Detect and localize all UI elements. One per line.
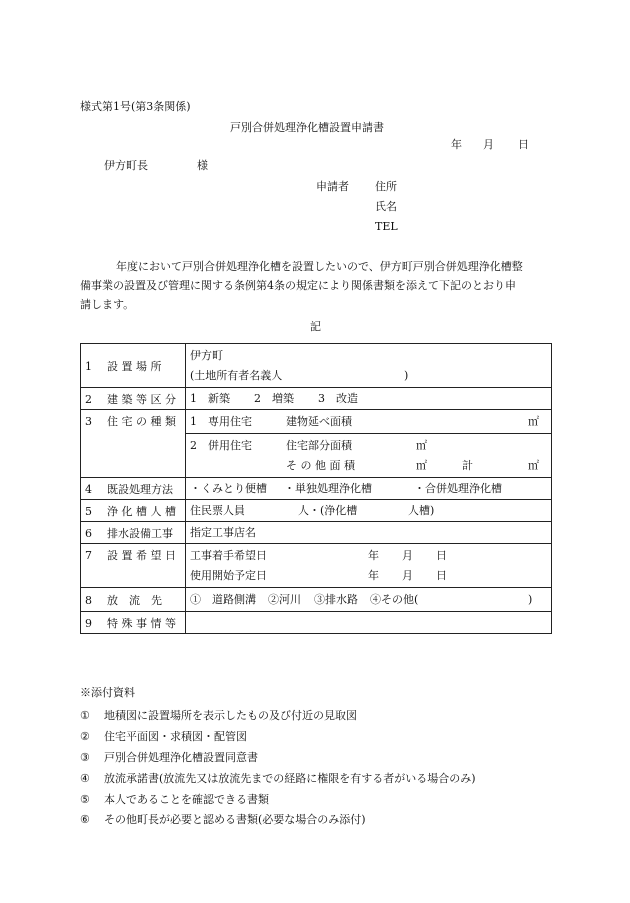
value-special-circumstances	[186, 612, 552, 634]
row-discharge-destination	[81, 588, 552, 612]
row-existing-treatment	[81, 478, 552, 500]
row-installation-site	[81, 344, 552, 388]
option-road-gutter: ① 道路側溝	[190, 592, 256, 606]
total-label: 計	[462, 458, 473, 472]
sqm-unit: ㎡	[416, 438, 427, 452]
option-new: 1 新築	[190, 391, 230, 405]
value-existing-treatment	[186, 478, 552, 500]
option-river: ②河川	[268, 592, 301, 606]
applicant-name-label: 氏名	[375, 200, 397, 213]
construction-start-label: 工事着手希望日	[190, 548, 267, 562]
option-other: ④その他(	[370, 592, 419, 606]
other-area-label: そ の 他 面 積	[286, 458, 355, 472]
label-house-type: 3 住 宅 の 種 類	[81, 410, 186, 478]
application-table	[80, 343, 552, 634]
residential-area-label: 住宅部分面積	[286, 438, 352, 452]
attachment-item: ③ 戸別合併処理浄化槽設置同意書	[80, 751, 258, 764]
label-discharge-destination: 8 放 流 先	[81, 588, 186, 612]
row-desired-dates	[81, 544, 552, 588]
sqm-unit: ㎡	[528, 414, 539, 428]
landowner-close: )	[404, 368, 409, 382]
day-label: 日	[436, 568, 447, 582]
attachment-item: ⑥ その他町長が必要と認める書類(必要な場合のみ添付)	[80, 813, 366, 826]
value-drainage-work	[186, 522, 552, 544]
month-label: 月	[402, 548, 413, 562]
attachment-item: ② 住宅平面図・求積図・配管図	[80, 730, 247, 743]
option-single-tank: ・単独処理浄化槽	[284, 481, 372, 495]
body-text-line1: 年度において戸別合併処理浄化槽を設置したいので、伊方町戸別合併処理浄化槽整	[116, 260, 523, 273]
registered-residents-label: 住民票人員	[190, 503, 245, 517]
form-number: 様式第1号(第3条関係)	[80, 100, 191, 113]
row-drainage-work	[81, 522, 552, 544]
attachment-item: ④ 放流承諾書(放流先又は放流先までの経路に権限を有する者がいる場合のみ)	[80, 772, 476, 785]
body-text-line2: 備事業の設置及び管理に関する条例第4条の規定により関係書類を添えて下記のとおり申	[80, 279, 516, 292]
row-special-circumstances	[81, 612, 552, 634]
label-special-circumstances: 9 特 殊 事 情 等	[81, 612, 186, 634]
house-mixed: 2 併用住宅	[190, 438, 252, 452]
site-town: 伊方町	[190, 348, 223, 362]
year-label: 年	[368, 548, 379, 562]
total-floor-area-label: 建物延べ面積	[286, 414, 352, 428]
label-desired-dates: 7 設 置 希 望 日	[81, 544, 186, 588]
label-existing-treatment: 4 既設処理方法	[81, 478, 186, 500]
label-installation-site: 1 設 置 場 所	[81, 344, 186, 388]
applicant-address-label: 住所	[375, 180, 397, 193]
attachments-heading: ※添付資料	[80, 686, 135, 699]
option-renovation: 3 改造	[318, 391, 358, 405]
body-text-line3: 請します。	[80, 298, 135, 311]
option-extension: 2 増築	[254, 391, 294, 405]
label-tank-capacity: 5 浄 化 槽 人 槽	[81, 500, 186, 522]
option-drainage: ③排水路	[314, 592, 358, 606]
value-desired-dates	[186, 544, 552, 588]
attachment-item: ⑤ 本人であることを確認できる書類	[80, 793, 269, 806]
day-label: 日	[436, 548, 447, 562]
applicant-tel-label: TEL	[375, 220, 398, 233]
label-construction-type: 2 建 築 等 区 分	[81, 388, 186, 410]
row-tank-capacity	[81, 500, 552, 522]
date-day-label: 日	[518, 138, 529, 151]
sqm-unit: ㎡	[416, 458, 427, 472]
value-tank-capacity	[186, 500, 552, 522]
row-construction-type	[81, 388, 552, 410]
label-drainage-work: 6 排水設備工事	[81, 522, 186, 544]
year-label: 年	[368, 568, 379, 582]
value-installation-site	[186, 344, 552, 388]
landowner-open: (土地所有者名義人	[190, 368, 283, 382]
other-close: )	[528, 592, 533, 606]
sqm-unit: ㎡	[528, 458, 539, 472]
attachment-item: ① 地積図に設置場所を表示したもの及び付近の見取図	[80, 709, 357, 722]
persons-tank-label: 人・(浄化槽	[298, 503, 358, 517]
value-house-type-mixed	[186, 434, 552, 478]
date-month-label: 月	[483, 138, 494, 151]
value-house-type-dedicated	[186, 410, 552, 434]
value-discharge-destination	[186, 588, 552, 612]
row-house-type-a	[81, 410, 552, 434]
option-pit-toilet: ・くみとり便槽	[190, 481, 267, 495]
addressee-honorific: 様	[197, 159, 208, 172]
document-title: 戸別合併処理浄化槽設置申請書	[230, 121, 384, 134]
value-construction-type	[186, 388, 552, 410]
ki-heading: 記	[310, 320, 321, 333]
house-dedicated: 1 専用住宅	[190, 414, 252, 428]
applicant-label: 申請者	[316, 180, 349, 193]
tank-persons-label: 人槽)	[408, 503, 435, 517]
use-start-label: 使用開始予定日	[190, 568, 267, 582]
month-label: 月	[402, 568, 413, 582]
addressee-name: 伊方町長	[104, 159, 148, 172]
designated-contractor-label: 指定工事店名	[190, 525, 256, 539]
option-combined-tank: ・合併処理浄化槽	[414, 481, 502, 495]
date-year-label: 年	[451, 138, 462, 151]
